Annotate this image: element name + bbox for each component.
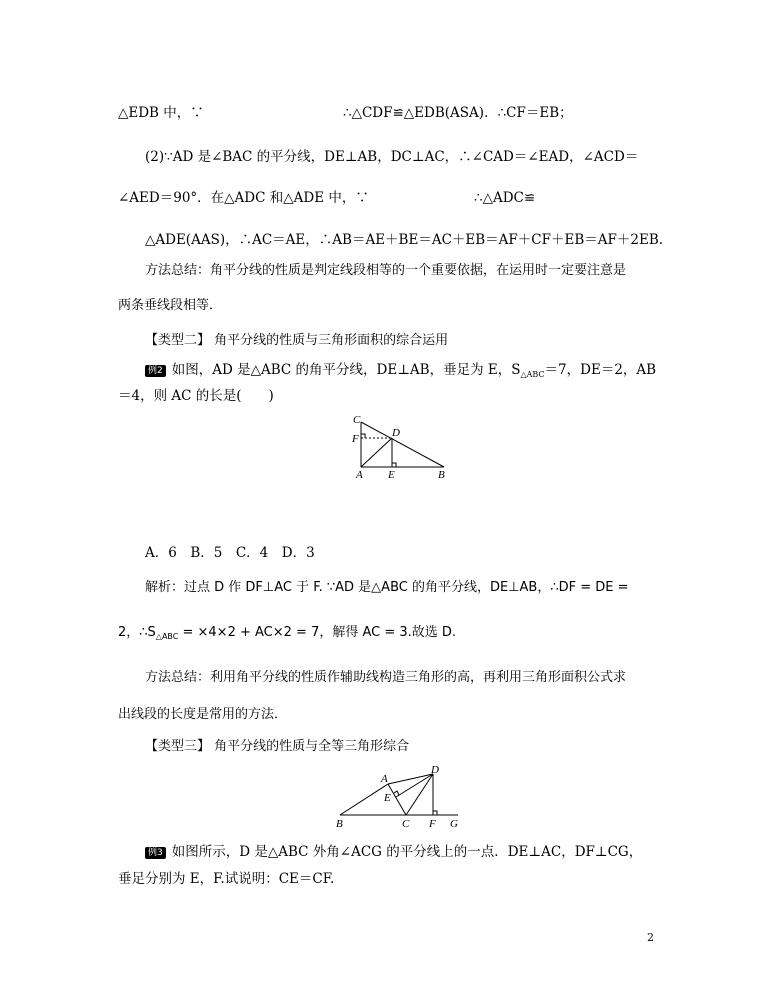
fig2-label-b: B — [336, 818, 343, 830]
summary-1-line-2: 两条垂线段相等． — [118, 298, 223, 313]
fig2-label-f: F — [429, 818, 436, 830]
example-3-badge: 例3 — [145, 847, 166, 859]
fig1-label-d: D — [392, 427, 400, 439]
example-2-line-2: ＝4，则 AC 的长是( ) — [118, 388, 274, 404]
figure-2-triangle-diagram — [330, 764, 465, 832]
fig1-label-e: E — [388, 469, 395, 481]
example-2-line-1: 例2 如图，AD 是△ABC 的角平分线，DE⊥AB，垂足为 E，$S_{\triangle ABC}=7$，DE＝2，AB — [145, 361, 656, 381]
para-3a: ∠AED＝90°．在△ADC 和△ADE 中，∵ — [118, 190, 369, 206]
type-2-heading: 【类型二】 角平分线的性质与三角形面积的综合运用 — [145, 333, 449, 348]
para-4: △ADE(AAS)，∴AC＝AE，∴AB＝AE＋BE＝AC＋EB＝AF＋CF＋EB＝AF＋2EB. — [145, 232, 664, 248]
page-number: 2 — [647, 931, 654, 944]
fig2-label-e: E — [384, 792, 391, 804]
fig1-label-a: A — [356, 469, 363, 481]
para-1a: △EDB 中，∵ — [118, 105, 204, 121]
fig1-label-b: B — [438, 469, 445, 481]
analysis-line-1: 解析：过点 D 作 DF⊥AC 于 F. ∵AD 是△ABC 的角平分线，DE⊥AB，∴DF = DE = — [145, 580, 629, 595]
fig2-label-d: D — [431, 764, 439, 776]
example-3-line-1: 例3 如图所示，D 是△ABC 外角∠ACG 的平分线上的一点．DE⊥AC，DF⊥CG， — [145, 843, 642, 861]
example-3-line-2: 垂足分别为 E，F.试说明：CE＝CF. — [118, 871, 335, 887]
type-3-heading: 【类型三】 角平分线的性质与全等三角形综合 — [145, 739, 410, 754]
example-2-badge: 例2 — [145, 365, 166, 377]
example-2-options: A．6 B．5 C．4 D．3 — [145, 545, 315, 561]
fig2-label-a: A — [381, 773, 388, 785]
para-1b: ∴△CDF≌△EDB(ASA)．∴CF＝EB； — [343, 105, 573, 121]
figure-1-triangle-diagram — [340, 410, 460, 485]
para-2: (2)∵AD 是∠BAC 的平分线，DE⊥AB，DC⊥AC，∴∠CAD＝∠EAD，∠ACD＝ — [145, 149, 639, 165]
fig1-label-c: C — [353, 414, 361, 426]
summary-2-line-2: 出线段的长度是常用的方法． — [118, 707, 288, 722]
fig2-label-c: C — [402, 818, 410, 830]
fig1-label-f: F — [352, 433, 359, 445]
para-3b: ∴△ADC≌ — [474, 190, 536, 206]
analysis-line-2: 2，$\therefore S_{\triangle ABC} = \times 4\times 2 + AC\times 2 = 7$，解得 AC = 3.故选 D. — [118, 625, 457, 641]
summary-2-line-1: 方法总结：利用角平分线的性质作辅助线构造三角形的高，再利用三角形面积公式求 — [145, 670, 627, 685]
summary-1-line-1: 方法总结：角平分线的性质是判定线段相等的一个重要依据，在运用时一定要注意是 — [145, 263, 627, 278]
fig2-label-g: G — [450, 818, 458, 830]
